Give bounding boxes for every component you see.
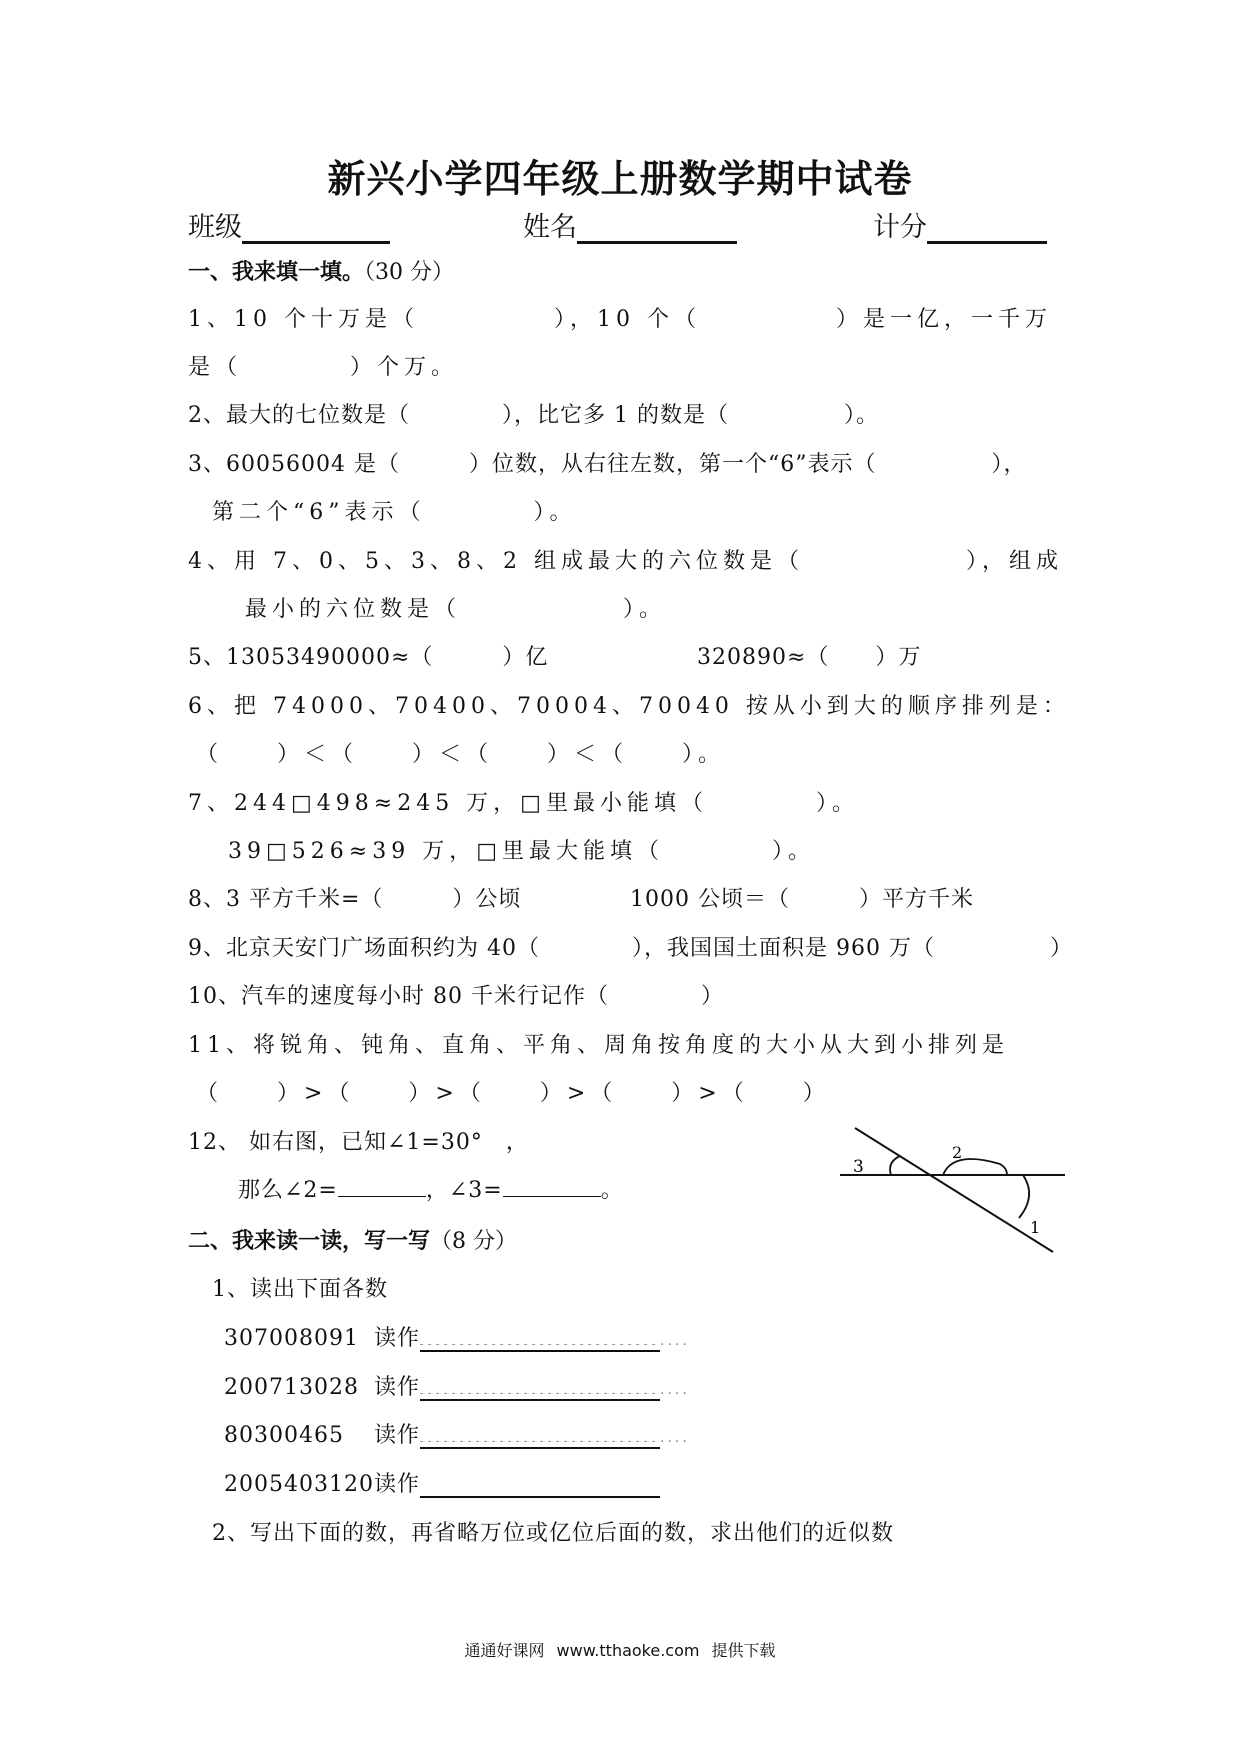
read-label-2: 读作: [374, 1375, 421, 1400]
footer-site-name: 通通好课网: [464, 1641, 545, 1660]
angle3-arc: [890, 1156, 900, 1175]
section2-heading: [188, 1224, 517, 1255]
name-field: [523, 205, 737, 244]
read-label-4: 读作: [374, 1472, 421, 1497]
question-6-line-1: 6、把 74000、70400、70004、70040 按从小到大的顺序排列是：: [188, 694, 1070, 719]
question-1-line-1: 1、10 个十万是（ ），10 个（ ）是一亿，一千万: [188, 307, 1052, 332]
question-12-line-1: 12、 如右图，已知∠1=30° ，: [188, 1130, 529, 1155]
angle3-label: ，∠3=: [425, 1178, 503, 1203]
question-4-line-2: 最小的六位数是（ ）。: [245, 597, 667, 622]
name-blank[interactable]: [577, 215, 737, 244]
question-1-line-2: 是（ ）个万。: [188, 355, 459, 380]
question-5-part-b: 320890≈（ ）万: [697, 645, 922, 670]
question-3-line-1: 3、60056004 是（ ）位数，从右往左数，第一个“6”表示（ ），: [188, 452, 1027, 477]
angle2-label: 那么∠2=: [238, 1178, 338, 1203]
section2-title: 二、我来读一读，写一写: [188, 1229, 431, 1254]
angle-end: 。: [600, 1178, 624, 1203]
read-row-3: 80300465 读作 ....: [224, 1423, 690, 1448]
score-field: [873, 205, 1047, 244]
question-10: 10、汽车的速度每小时 80 千米行记作（ ）: [188, 984, 724, 1009]
read-answer-2[interactable]: [420, 1377, 660, 1401]
angle1-arc: [1019, 1175, 1029, 1218]
angle3-label: 3: [853, 1157, 864, 1177]
read-label-3: 读作: [374, 1423, 421, 1448]
page-title: 新兴小学四年级上册数学期中试卷: [327, 157, 913, 201]
question-8-part-b: 1000 公顷＝（ ）平方千米: [630, 887, 974, 912]
number-1: 307008091: [224, 1326, 359, 1351]
question-11-line-1: 11、将锐角、钝角、直角、平角、周角按角度的大小从大到小排列是: [188, 1033, 1009, 1058]
section2-sub1: 1、读出下面各数: [212, 1277, 388, 1302]
read-label-1: 读作: [374, 1326, 421, 1351]
section1-title: 一、我来填一填。: [188, 260, 365, 285]
question-7-line-2: 39□526≈39 万，□里最大能填（ ）。: [228, 839, 815, 864]
section2-points: （8 分）: [430, 1229, 518, 1254]
footer-url[interactable]: www.tthaoke.com: [556, 1641, 700, 1660]
question-8-part-a: 8、3 平方千米=（ ）公顷: [188, 887, 522, 912]
class-label: 班级: [188, 212, 242, 243]
angle3-blank[interactable]: [503, 1176, 601, 1197]
class-blank[interactable]: [242, 215, 390, 244]
question-2: 2、最大的七位数是（ ），比它多 1 的数是（ ）。: [188, 403, 879, 428]
read-row-1: 307008091 读作 ....: [224, 1326, 690, 1351]
question-6-line-2: （ ）＜（ ）＜（ ）＜（ ）。: [196, 742, 726, 767]
read-row-2: 200713028 读作 ....: [224, 1375, 690, 1400]
angle2-blank[interactable]: [338, 1176, 426, 1197]
number-2: 200713028: [224, 1375, 359, 1400]
section1-heading: [188, 255, 454, 286]
read-answer-4[interactable]: [420, 1474, 660, 1498]
section1-points: （30 分）: [364, 260, 455, 285]
footer: [0, 1638, 1240, 1661]
read-row-4: [224, 1467, 660, 1498]
name-label: 姓名: [523, 212, 577, 243]
question-3-line-2: 第二个“6”表示（ ）。: [212, 500, 577, 525]
read-answer-1[interactable]: [420, 1328, 660, 1352]
class-field: [188, 205, 390, 244]
section2-sub2: 2、写出下面的数，再省略万位或亿位后面的数，求出他们的近似数: [212, 1521, 894, 1546]
question-4-line-1: 4、用 7、0、5、3、8、2 组成最大的六位数是（ ），组成: [188, 549, 1063, 574]
question-5-part-a: 5、13053490000≈（ ）亿: [188, 645, 549, 670]
footer-note: 提供下载: [711, 1641, 776, 1660]
question-12-line-2: [238, 1173, 624, 1204]
number-4: 2005403120: [224, 1472, 374, 1497]
angle2-label: 2: [952, 1143, 963, 1162]
angle1-label: 1: [1030, 1218, 1041, 1237]
score-blank[interactable]: [927, 215, 1047, 244]
number-3: 80300465: [224, 1423, 344, 1448]
question-7-line-1: 7、244□498≈245 万，□里最小能填（ ）。: [188, 791, 859, 816]
read-answer-3[interactable]: [420, 1425, 660, 1449]
question-11-line-2: （ ）>（ ）>（ ）>（ ）>（ ）: [196, 1081, 830, 1106]
angle-figure: [835, 1120, 1075, 1260]
question-9: 9、北京天安门广场面积约为 40（ ），我国国土面积是 960 万（ ）: [188, 936, 1073, 961]
score-label: 计分: [873, 212, 927, 243]
